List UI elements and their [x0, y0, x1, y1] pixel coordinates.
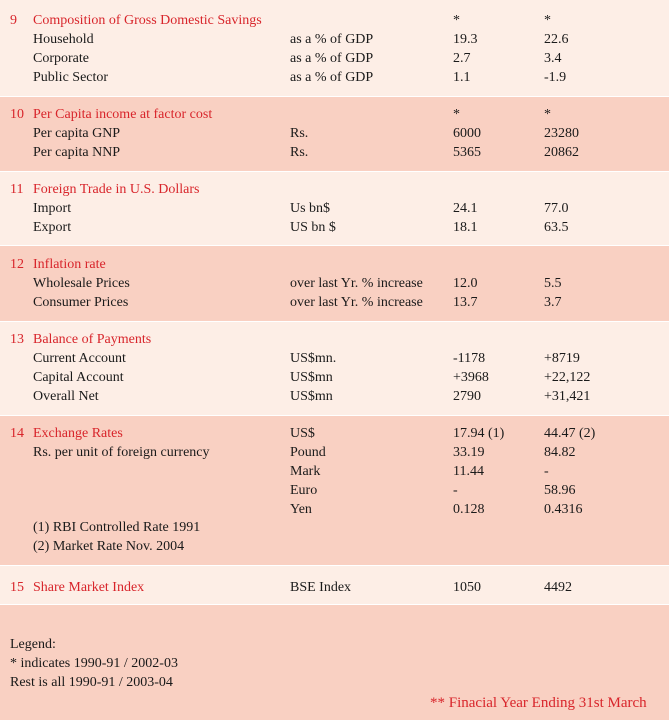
row-label: Per capita GNP [33, 126, 121, 141]
row-value-1: 1050 [453, 580, 481, 595]
row-value-2: +31,421 [544, 389, 591, 404]
row-unit: Euro [290, 483, 318, 498]
row-label: Current Account [33, 351, 126, 366]
row-value-2: 77.0 [544, 201, 569, 216]
row-value-1: 24.1 [453, 201, 478, 216]
legend-line: * indicates 1990-91 / 2002-03 [10, 656, 178, 671]
section-title: Share Market Index [33, 580, 145, 595]
period-marker: * [544, 107, 551, 122]
legend-line: Rest is all 1990-91 / 2003-04 [10, 675, 173, 690]
row-value-2: 58.96 [544, 483, 576, 498]
legend-heading: Legend: [10, 637, 56, 652]
section-number: 12 [10, 257, 24, 272]
row-unit: as a % of GDP [290, 70, 374, 85]
row-value-1: 6000 [453, 126, 481, 141]
section-title: Exchange Rates [33, 426, 123, 441]
row-value-1: -1178 [453, 351, 486, 366]
row-unit: US$ [290, 426, 315, 441]
row-label: Consumer Prices [33, 295, 129, 310]
row-unit: over last Yr. % increase [290, 295, 423, 310]
row-unit: as a % of GDP [290, 32, 374, 47]
row-unit: Rs. [290, 126, 309, 141]
section-title: Foreign Trade in U.S. Dollars [33, 182, 200, 197]
row-label: Import [33, 201, 72, 216]
section-title: Per Capita income at factor cost [33, 107, 213, 122]
row-value-1: 18.1 [453, 220, 478, 235]
section-title: Balance of Payments [33, 332, 152, 347]
row-value-2: +22,122 [544, 370, 591, 385]
row-value-2: 22.6 [544, 32, 569, 47]
row-label: Per capita NNP [33, 145, 121, 160]
row-value-1: 11.44 [453, 464, 484, 479]
row-value-1: - [453, 483, 458, 498]
period-marker: * [544, 13, 551, 28]
section-number: 13 [10, 332, 24, 347]
row-unit: US bn $ [290, 220, 336, 235]
row-value-2: 3.7 [544, 295, 562, 310]
row-unit: US$mn. [290, 351, 337, 366]
row-value-2: 84.82 [544, 445, 576, 460]
section-number: 14 [10, 426, 24, 441]
row-value-1: 17.94 (1) [453, 426, 505, 441]
section-number: 10 [10, 107, 24, 122]
row-label: Public Sector [33, 70, 109, 85]
row-value-1: +3968 [453, 370, 489, 385]
row-unit: BSE Index [290, 580, 352, 595]
row-label: Capital Account [33, 370, 124, 385]
row-unit: Yen [290, 502, 312, 517]
row-label: Household [33, 32, 94, 47]
row-value-2: 3.4 [544, 51, 562, 66]
row-value-2: 63.5 [544, 220, 569, 235]
row-value-1: 12.0 [453, 276, 478, 291]
row-label: Overall Net [33, 389, 99, 404]
period-marker: * [453, 13, 460, 28]
section-number: 11 [10, 182, 24, 197]
row-value-2: 20862 [544, 145, 579, 160]
row-unit: Us bn$ [290, 201, 331, 216]
row-value-2: 5.5 [544, 276, 562, 291]
row-unit: US$mn [290, 370, 333, 385]
row-value-2: +8719 [544, 351, 580, 366]
row-value-2: - [544, 464, 549, 479]
period-marker: * [453, 107, 460, 122]
section-number: 15 [10, 580, 24, 595]
row-label: Export [33, 220, 72, 235]
row-unit: as a % of GDP [290, 51, 374, 66]
row-value-2: 44.47 (2) [544, 426, 596, 441]
row-label: Corporate [33, 51, 89, 66]
row-value-1: 5365 [453, 145, 481, 160]
section-title: Inflation rate [33, 257, 106, 272]
row-unit: Mark [290, 464, 321, 479]
footnote-note: (2) Market Rate Nov. 2004 [33, 539, 185, 554]
row-value-1: 13.7 [453, 295, 478, 310]
footnote-note: (1) RBI Controlled Rate 1991 [33, 520, 201, 535]
row-unit: Pound [290, 445, 326, 460]
row-value-2: 4492 [544, 580, 572, 595]
row-unit: US$mn [290, 389, 333, 404]
row-value-1: 2790 [453, 389, 481, 404]
row-value-1: 1.1 [453, 70, 471, 85]
row-unit: over last Yr. % increase [290, 276, 423, 291]
row-value-1: 19.3 [453, 32, 478, 47]
section-subtitle: Rs. per unit of foreign currency [33, 445, 210, 460]
fiscal-year-footnote: ** Finacial Year Ending 31st March [430, 695, 647, 711]
row-label: Wholesale Prices [33, 276, 130, 291]
section-number: 9 [10, 13, 17, 28]
row-value-2: 0.4316 [544, 502, 583, 517]
row-value-2: -1.9 [544, 70, 567, 85]
row-unit: Rs. [290, 145, 309, 160]
row-value-2: 23280 [544, 126, 579, 141]
row-value-1: 33.19 [453, 445, 485, 460]
section-title: Composition of Gross Domestic Savings [33, 13, 262, 28]
row-value-1: 2.7 [453, 51, 471, 66]
row-value-1: 0.128 [453, 502, 485, 517]
